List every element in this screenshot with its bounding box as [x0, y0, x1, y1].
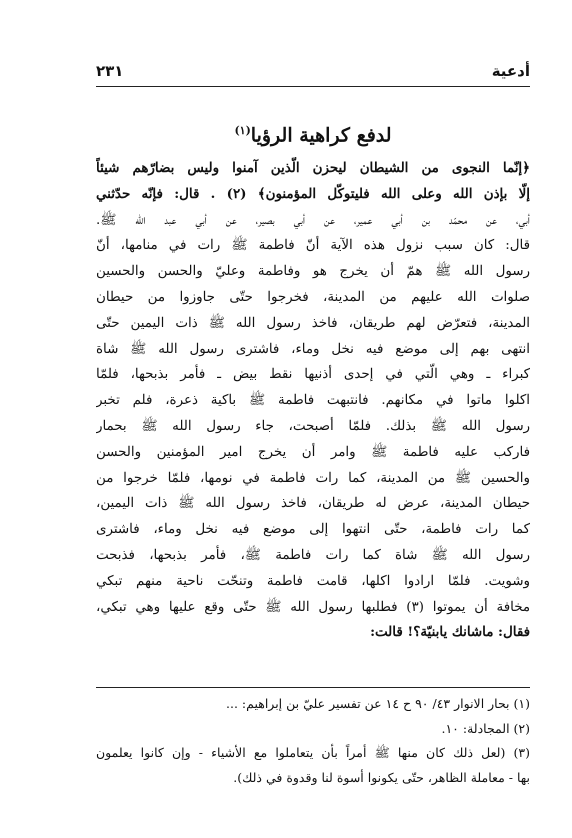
body-line: اكلوا ماتوا في مكانهم. فانتبهت فاطمة ﷺ باكية ذعرة، فلم تخبر: [96, 393, 530, 409]
body-line: وشويت. فلمّا ارادوا اكلها، قامت فاطمة وتنحّت ناحية منهم تبكي: [96, 573, 530, 589]
body-line: رسول الله ﷺ بذلك. فلمّا أصبحت، جاء رسول الله ﷺ بحمار: [96, 418, 530, 434]
body-line: رسول الله ﷺ شاة كما رات فاطمة ﷺ، فأمر بذبحها، فذبحت: [96, 547, 530, 563]
body-line: كما رات فاطمة، حتّى انتهوا إلى موضع فيه نخل وماء، فاشترى: [96, 522, 530, 538]
body-line: انتهى بهم إلى موضع فيه نخل وماء، فاشترى رسول الله ﷺ شاة: [96, 341, 530, 357]
header-divider: [96, 86, 530, 87]
body-line: فقال: ماشانك يابنيّة؟! قالت:: [370, 624, 530, 641]
page-number: ٢٣١: [96, 62, 124, 80]
footnote-item: بها - معاملة الظاهر، حتّى يكونوا أسوة لنا وقدوة في ذلك).: [233, 769, 530, 785]
body-text: [96, 156, 530, 646]
body-line: حيطان المدينة، عرض له طريقان، فاخذ رسول الله ﷺ ذات اليمين،: [96, 496, 530, 512]
body-line: ﴿إنّما النجوى من الشيطان ليحزن الّذين آمنوا وليس بضارّهم شيئاً: [96, 160, 530, 176]
chapter-title-text: لدفع كراهية الرؤيا: [250, 124, 392, 147]
footnotes: [96, 692, 530, 790]
body-line: رسول الله ﷺ همّ أن يخرج هو وفاطمة وعليّ والحسن والحسين: [96, 264, 530, 280]
footnote-divider: [96, 687, 530, 688]
body-line: إلّا بإذن الله وعلى الله فليتوكّل المؤمنون﴾ (٢) . قال: فإنّه حدّثني: [96, 185, 530, 202]
footnote-item: (٢) المجادلة: ١٠.: [441, 720, 530, 736]
body-line: المدينة، فتعرّض لهم طريقان، فاخذ رسول الله ﷺ ذات اليمين حتّى: [96, 315, 530, 331]
chapter-footnote-mark: (١): [234, 124, 251, 137]
body-line: والحسين ﷺ من المدينة، كما رات فاطمة في نومها، فلمّا خرجوا من: [96, 470, 530, 486]
body-line: كبراء ـ وهي الّتي في إحدى أذنيها نقط بيض ـ فأمر بذبحها، فلمّا: [96, 367, 530, 383]
body-line: أبي، عن محمّد بن أبي عمير، عن أبي بصير، عن أبي عبد الله ﷺ.: [96, 212, 530, 228]
chapter-title: [96, 124, 530, 146]
body-line: صلوات الله عليهم من المدينة، فخرجوا حتّى جاوزوا من حيطان: [96, 289, 530, 305]
body-line: مخافة أن يموتوا (٣) فطلبها رسول الله ﷺ حتّى وقع عليها وهي تبكي،: [96, 599, 530, 615]
running-section-title: أدعية: [491, 62, 530, 80]
page-header: [96, 62, 530, 84]
footnote-item: (١) بحار الانوار ٤٣/ ٩٠ ح ١٤ عن تفسير عليّ بن إبراهيم: ...: [226, 696, 530, 711]
footnote-item: (٣) (لعل ذلك كان منها ﷺ أمراً بأن يتعاملوا مع الأشياء - وإن كانوا يعلمون: [96, 745, 530, 760]
body-line: فاركب عليه فاطمة ﷺ وامر أن يخرج امير المؤمنين والحسن: [96, 444, 530, 460]
body-line: قال: كان سبب نزول هذه الآية أنّ فاطمة ﷺ رات في منامها، أنّ: [96, 238, 530, 254]
